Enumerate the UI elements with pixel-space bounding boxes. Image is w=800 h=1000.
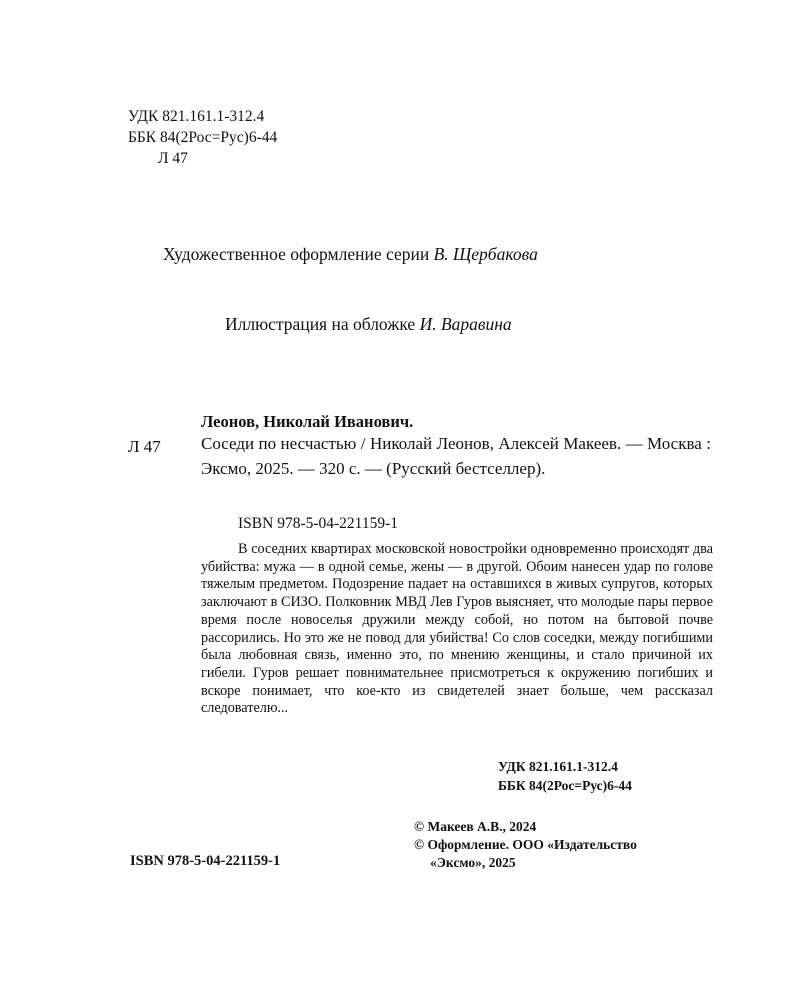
copyright-author: © Макеев А.В., 2024 [414, 819, 537, 834]
bottom-bbk-code: ББК 84(2Рос=Рус)6-44 [498, 778, 632, 793]
top-classification-codes [128, 106, 277, 169]
copyright-block [414, 818, 637, 872]
series-design-label: Художественное оформление серии [163, 244, 430, 264]
catalog-author: Леонов, Николай Иванович. [201, 412, 414, 431]
book-annotation: В соседних квартирах московской новостройки одновременно происходят два убийства: мужа — в одной семье, жены — в другой. Обоим нанесен удар по голове тяжелым предметом. Подозрение падает на оставшихся в живых супругов, которых заключают в СИЗО. Полковник МВД Лев Гуров выясняет, что молодые пары первое время после новоселья дружили между собой, но потом на бытовой почве рассорились. Но это же не повод для убийства! Со слов соседки, между погибшими была любовная связь, именно это, по мнению женщины, и стало причиной их гибели. Гуров решает повнимательнее присмотреться к окружению погибших и вскоре понимает, что кое-кто из свидетелей знает больше, чем рассказал следователю... [201, 541, 713, 717]
cover-illustration-credit [225, 314, 512, 335]
series-design-credit [163, 244, 538, 265]
cover-illustrator-name: И. Варавина [419, 314, 512, 334]
catalog-isbn: ISBN 978-5-04-221159-1 [238, 515, 399, 532]
author-mark: Л 47 [158, 150, 188, 167]
catalog-title-description: Соседи по несчастью / Николай Леонов, Алексей Макеев. — Москва : Эксмо, 2025. — 320 с. — (Русский бестселлер). [201, 434, 711, 478]
udk-code: УДК 821.161.1-312.4 [128, 108, 265, 125]
cover-illustration-label: Иллюстрация на обложке [225, 314, 416, 334]
catalog-author-mark: Л 47 [128, 437, 161, 456]
bottom-classification-codes [498, 757, 632, 795]
copyright-design-continued: «Эксмо», 2025 [430, 855, 516, 870]
series-designer-name: В. Щербакова [433, 244, 538, 264]
bottom-udk-code: УДК 821.161.1-312.4 [498, 759, 618, 774]
bbk-code: ББК 84(2Рос=Рус)6-44 [128, 129, 278, 146]
copyright-design: © Оформление. ООО «Издательство [414, 837, 637, 852]
bottom-isbn: ISBN 978-5-04-221159-1 [130, 853, 281, 869]
